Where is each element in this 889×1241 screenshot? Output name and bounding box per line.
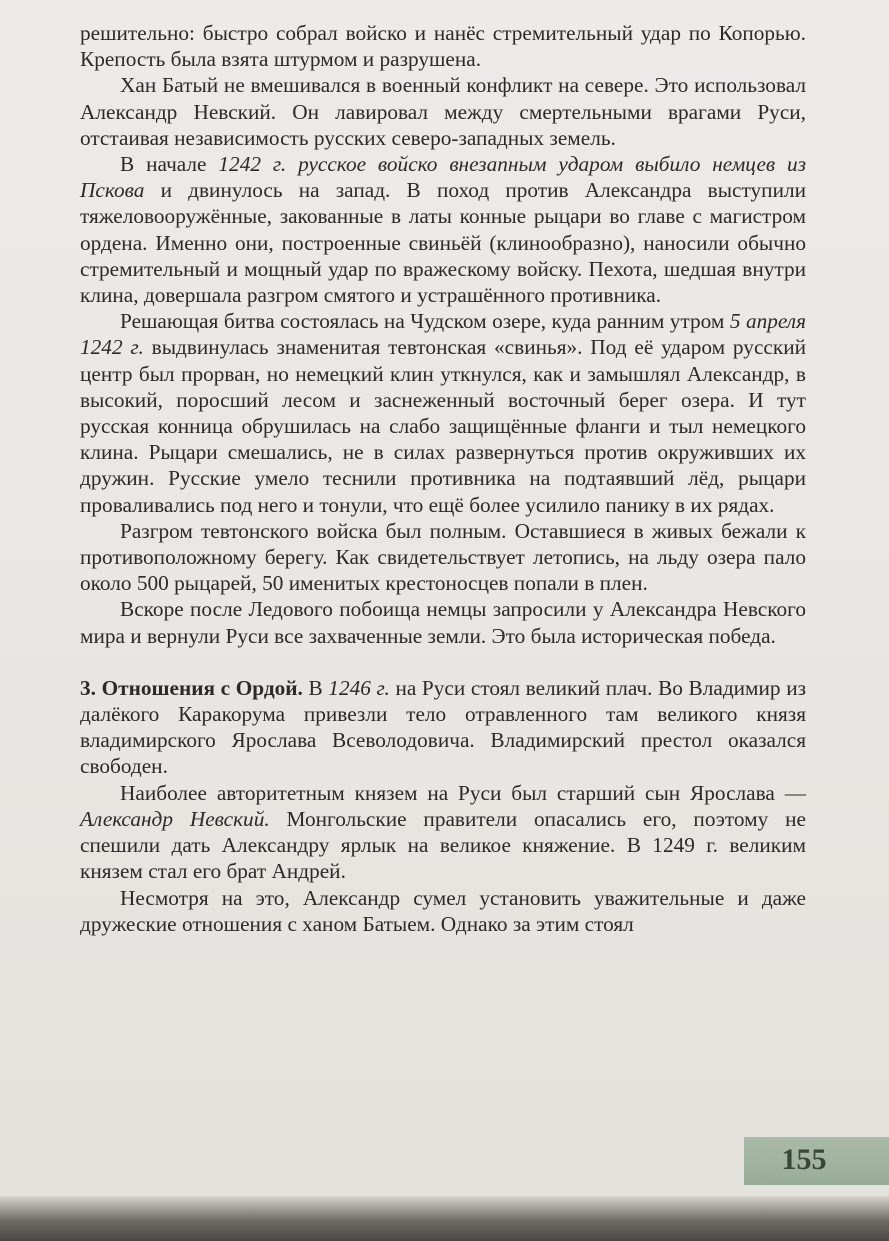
text-run: 1246 г. bbox=[328, 675, 390, 700]
text-run: и двинулось на запад. В поход против Александра выступили тяжеловооружённые, закованные в латы конные рыцари во главе с магистром ордена. Именно они, построенные свиньёй (клинообразно), наносили обычно стремительный и мощный удар по вражескому войску. Пехота, шедшая внутри клина, довершала разгром смятого и устрашённого противника. bbox=[80, 178, 806, 308]
paragraph-p5 bbox=[80, 518, 806, 597]
page-number-tab bbox=[744, 1137, 889, 1185]
text-run: Александр Невский. bbox=[80, 806, 270, 831]
page-number: 155 bbox=[781, 1143, 827, 1176]
text-run: 5 апреля 1242 г. bbox=[80, 309, 806, 360]
paragraph-p6 bbox=[80, 596, 806, 648]
section-gap bbox=[80, 649, 806, 675]
text-run: выдвинулась знаменитая тевтонская «свинья». Под её ударом русский центр был прорван, но немецкий клин уткнулся, как и замышлял Александр, в высокий, поросший лесом и заснеженный восточный берег озера. И тут русская конница обрушилась на слабо защищённые фланги и тыл немецкого клина. Рыцари смешались, не в силах развернуться против окруживших их дружин. Русские умело теснили противника на подтаявший лёд, рыцари проваливались под него и тонули, что ещё более усилило панику в их рядах. bbox=[80, 335, 806, 517]
text-run: 1242 г. русское войско внезапным ударом выбило немцев из Пскова bbox=[80, 152, 806, 203]
section-heading: 3. Отношения с Ордой. bbox=[80, 675, 303, 700]
paragraph-p1 bbox=[80, 20, 806, 72]
text-run: Несмотря на это, Александр сумел установить уважительные и даже дружеские отношения с ханом Батыем. Однако за этим стоял bbox=[80, 885, 806, 936]
text-run: на Руси стоял великий плач. Во Владимир из далёкого Каракорума привезли тело отравленного там великого князя владимирского Ярослава Всеволодовича. Владимирский престол оказался свободен. bbox=[80, 675, 806, 779]
text-run: Монгольские правители опасались его, поэтому не спешили дать Александру ярлык на великое княжение. В 1249 г. великим князем стал его брат Андрей. bbox=[80, 806, 806, 884]
paragraph-p2 bbox=[80, 72, 806, 151]
page-bottom-edge bbox=[0, 1196, 889, 1241]
paragraph-p8 bbox=[80, 780, 806, 885]
paragraph-p3 bbox=[80, 151, 806, 308]
paragraph-p4 bbox=[80, 308, 806, 518]
paragraph-p7 bbox=[80, 675, 806, 780]
body-text bbox=[80, 20, 806, 937]
text-run: Хан Батый не вмешивался в военный конфликт на севере. Это использовал Александр Невский. Он лавировал между смертельными врагами Руси, отстаивая независимость русских северо-западных земель. bbox=[80, 73, 806, 150]
text-run: Разгром тевтонского войска был полным. Оставшиеся в живых бежали к противоположному берегу. Как свидетельствует летопись, на льду озера пало около 500 рыцарей, 50 именитых крестоносцев попали в плен. bbox=[80, 518, 806, 596]
text-run: Решающая битва состоялась на Чудском озере, куда ранним утром bbox=[120, 309, 730, 334]
text-run: В начале bbox=[120, 152, 219, 177]
text-run: Наиболее авторитетным князем на Руси был старший сын Ярослава — bbox=[120, 780, 806, 805]
text-run: решительно: быстро собрал войско и нанёс стремительный удар по Копорью. Крепость была взята штурмом и разрушена. bbox=[80, 21, 806, 72]
text-run: Вскоре после Ледового побоища немцы запросили у Александра Невского мира и вернули Руси все захваченные земли. Это была историческая победа. bbox=[80, 597, 806, 648]
paragraph-p9 bbox=[80, 885, 806, 937]
text-run: В bbox=[302, 675, 329, 700]
